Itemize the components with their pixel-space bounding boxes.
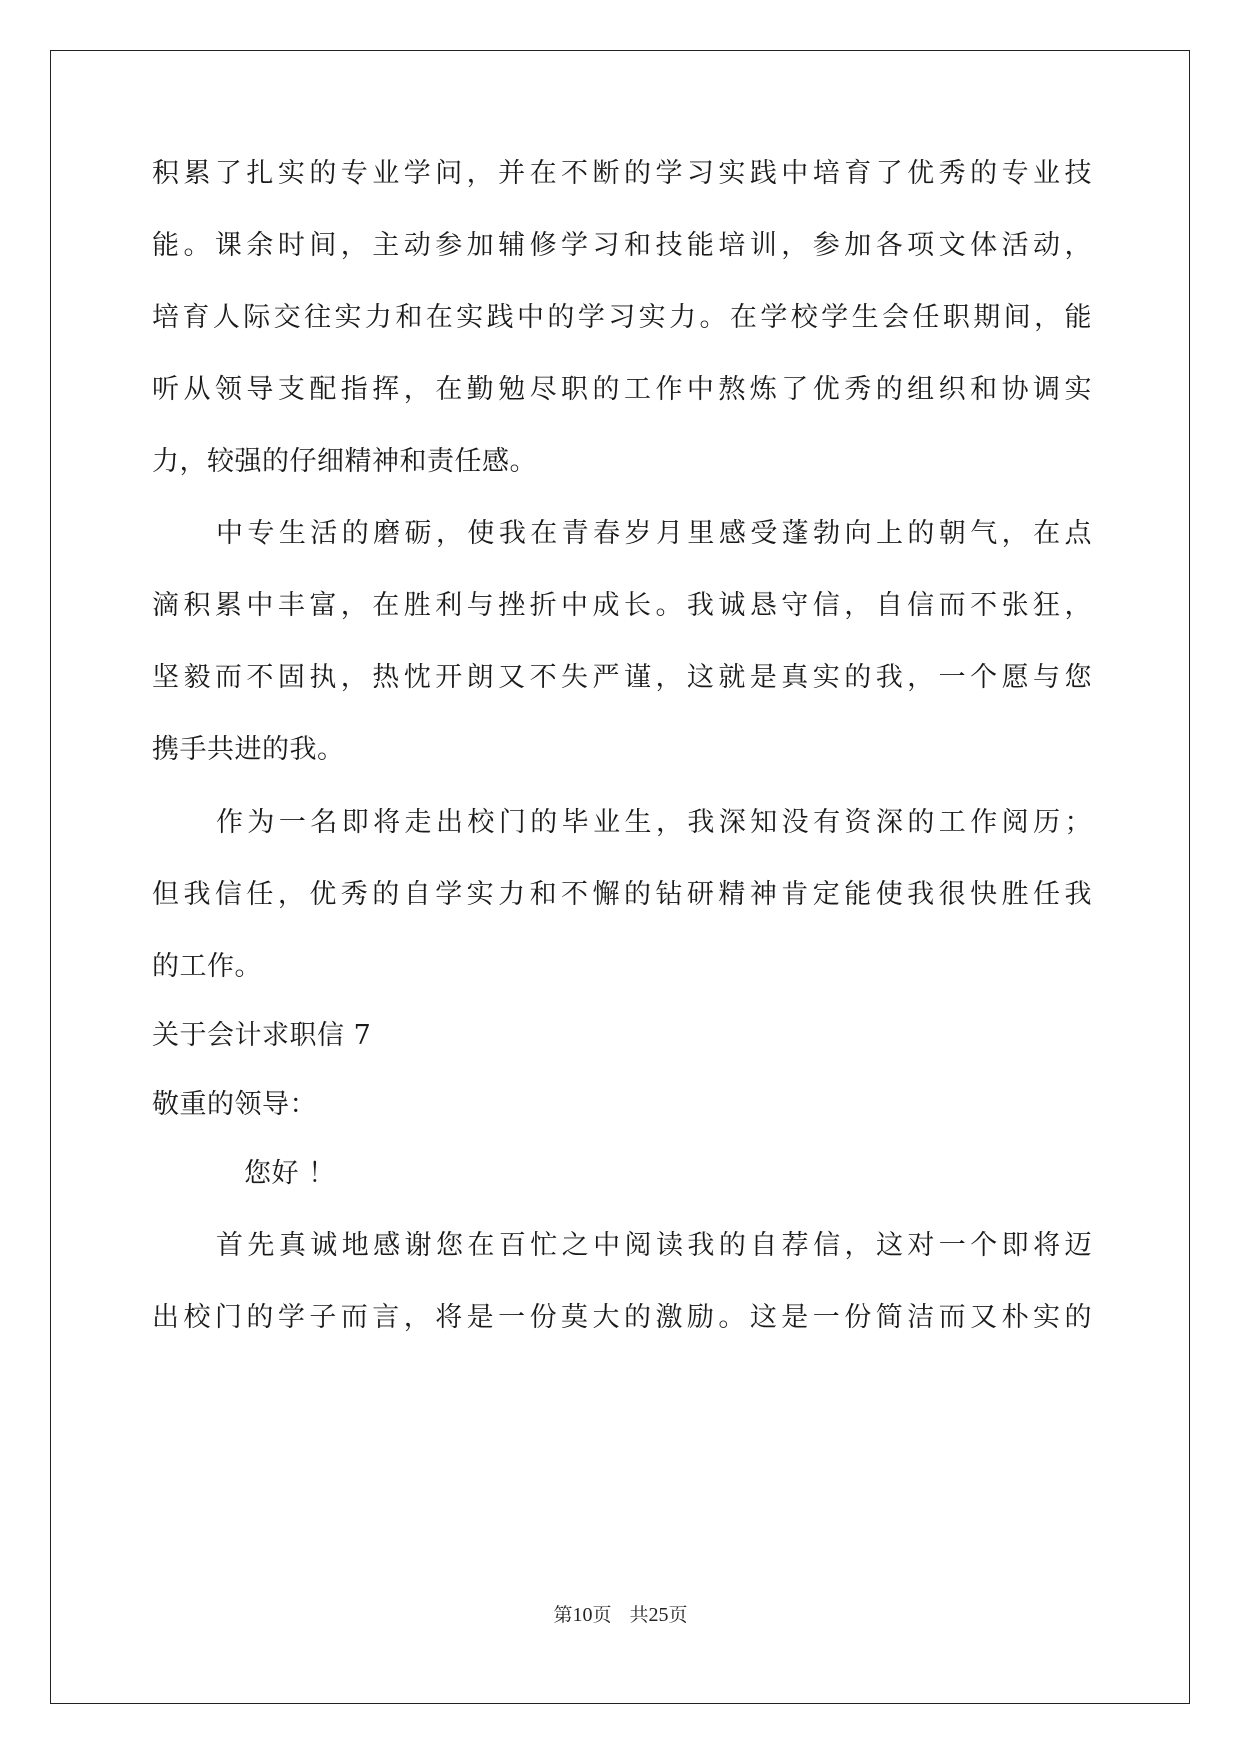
body-line-12: 的工作。 bbox=[152, 951, 262, 982]
page-current: 10 bbox=[572, 1604, 593, 1626]
body-line-4: 听从领导支配指挥，在勤勉尽职的工作中熬炼了优秀的组织和协调实 bbox=[152, 374, 1092, 405]
body-line-2: 能。课余时间，主动参加辅修学习和技能培训，参加各项文体活动， bbox=[152, 230, 1092, 261]
body-line-5: 力，较强的仔细精神和责任感。 bbox=[152, 446, 537, 477]
body-line-1: 积累了扎实的专业学问，并在不断的学习实践中培育了优秀的专业技 bbox=[152, 158, 1092, 189]
body-line-9: 携手共进的我。 bbox=[152, 734, 345, 765]
section-heading: 关于会计求职信 7 bbox=[152, 1020, 372, 1051]
body-line-8: 坚毅而不固执，热忱开朗又不失严谨，这就是真实的我，一个愿与您 bbox=[152, 662, 1092, 693]
page-total: 25 bbox=[648, 1604, 669, 1626]
salutation: 敬重的领导： bbox=[152, 1089, 317, 1120]
greeting: 您好 ！ bbox=[244, 1158, 336, 1189]
body-line-14: 出校门的学子而言，将是一份莫大的激励。这是一份简洁而又朴实的 bbox=[152, 1302, 1092, 1333]
body-line-3: 培育人际交往实力和在实践中的学习实力。在学校学生会任职期间，能 bbox=[152, 302, 1092, 333]
body-line-13: 首先真诚地感谢您在百忙之中阅读我的自荐信，这对一个即将迈 bbox=[216, 1230, 1092, 1261]
body-line-10: 作为一名即将走出校门的毕业生，我深知没有资深的工作阅历； bbox=[216, 807, 1092, 838]
body-line-6: 中专生活的磨砺，使我在青春岁月里感受蓬勃向上的朝气，在点 bbox=[216, 518, 1092, 549]
body-line-11: 但我信任，优秀的自学实力和不懈的钻研精神肯定能使我很快胜任我 bbox=[152, 879, 1092, 910]
total-prefix: 共 bbox=[629, 1605, 649, 1626]
page-footer bbox=[0, 1603, 1241, 1628]
total-suffix: 页 bbox=[668, 1605, 688, 1626]
page-prefix: 第 bbox=[553, 1605, 573, 1626]
page-suffix: 页 bbox=[592, 1605, 612, 1626]
body-line-7: 滴积累中丰富，在胜利与挫折中成长。我诚恳守信，自信而不张狂， bbox=[152, 590, 1092, 621]
